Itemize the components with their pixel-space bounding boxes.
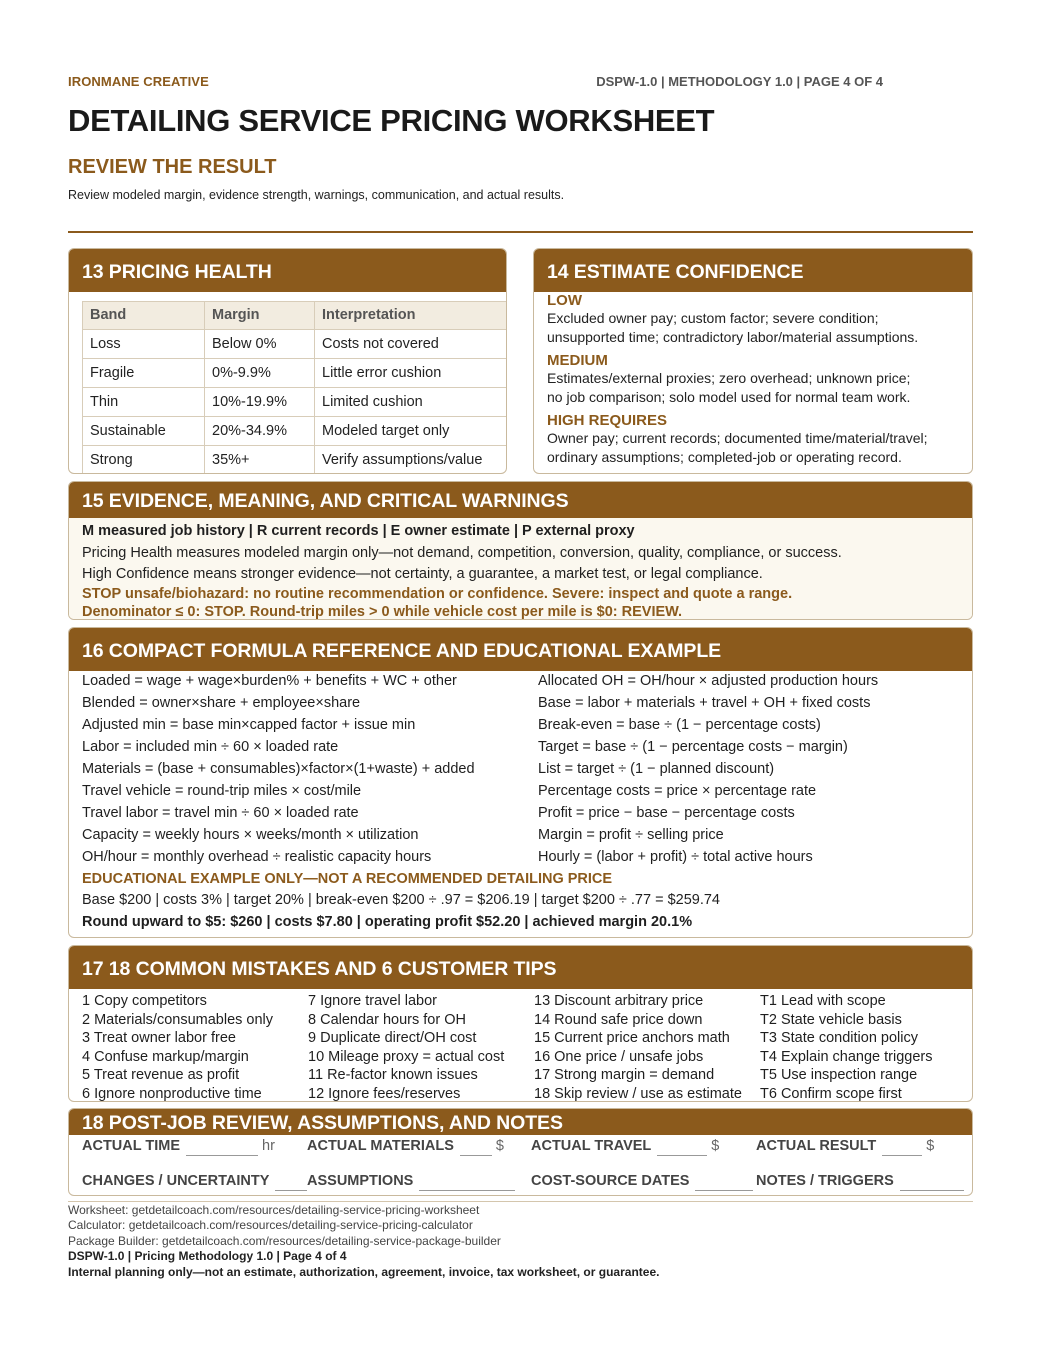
formula-line: Labor = included min ÷ 60 × loaded rate bbox=[82, 739, 339, 755]
example-calculation: Base $200 | costs 3% | target 20% | break-even $200 ÷ .97 = $206.19 | target $200 ÷ .77 = $259.74 bbox=[82, 892, 720, 908]
pricing-health-note: Pricing Health measures modeled margin only—not demand, competition, conversion, quality, compliance, or success. bbox=[82, 545, 842, 561]
list-item: T2 State vehicle basis bbox=[760, 1011, 902, 1028]
interpretation-cell: Costs not covered bbox=[315, 330, 507, 359]
table-header-row bbox=[83, 302, 507, 330]
actual-travel-currency: $ bbox=[711, 1138, 720, 1154]
stop-warning: STOP unsafe/biohazard: no routine recommendation or confidence. Severe: inspect and quote a range. bbox=[82, 586, 793, 602]
list-item: 9 Duplicate direct/OH cost bbox=[308, 1030, 477, 1047]
evidence-panel bbox=[68, 481, 973, 620]
interpretation-cell: Modeled target only bbox=[315, 417, 507, 446]
evidence-legend: M measured job history | R current records | E owner estimate | P external proxy bbox=[82, 523, 635, 539]
list-item: T1 Lead with scope bbox=[760, 993, 886, 1009]
document-title: DETAILING SERVICE PRICING WORKSHEET bbox=[68, 103, 715, 138]
table-row bbox=[83, 330, 507, 359]
actual-time-field[interactable] bbox=[186, 1142, 258, 1156]
formula-list-right bbox=[538, 671, 878, 869]
list-item: 14 Round safe price down bbox=[534, 1011, 703, 1028]
confidence-medium-line: no job comparison; solo model used for normal team work. bbox=[547, 389, 911, 405]
mistakes-column-2 bbox=[308, 992, 504, 1102]
package-builder-link[interactable]: Package Builder: getdetailcoach.com/resources/detailing-service-package-builder bbox=[68, 1233, 501, 1248]
denominator-warning: Denominator ≤ 0: STOP. Round-trip miles > 0 while vehicle cost per mile is $0: REVIEW. bbox=[82, 604, 683, 620]
confidence-level-medium: MEDIUM bbox=[547, 352, 608, 369]
confidence-note: High Confidence means stronger evidence—not certainty, a guarantee, a market test, or legal compliance. bbox=[82, 566, 763, 582]
confidence-level-high: HIGH REQUIRES bbox=[547, 412, 668, 429]
list-item: T4 Explain change triggers bbox=[760, 1048, 933, 1065]
mistakes-panel bbox=[68, 945, 973, 1102]
example-result: Round upward to $5: $260 | costs $7.80 | operating profit $52.20 | achieved margin 20.1% bbox=[82, 914, 693, 930]
confidence-medium-line: Estimates/external proxies; zero overhead; unknown price; bbox=[547, 370, 911, 386]
list-item: 13 Discount arbitrary price bbox=[534, 993, 704, 1009]
formula-line: Travel labor = travel min ÷ 60 × loaded rate bbox=[82, 805, 359, 821]
formula-line: Profit = price − base − percentage costs bbox=[538, 805, 795, 821]
cost-dates-field[interactable] bbox=[695, 1177, 753, 1191]
margin-cell: 20%-34.9% bbox=[205, 417, 315, 446]
list-item: 12 Ignore fees/reserves bbox=[308, 1085, 461, 1102]
formula-line: Adjusted min = base min×capped factor + issue min bbox=[82, 717, 416, 733]
confidence-high-line: ordinary assumptions; completed-job or operating record. bbox=[547, 449, 902, 465]
interpretation-cell: Verify assumptions/value bbox=[315, 446, 507, 475]
formula-line: List = target ÷ (1 − planned discount) bbox=[538, 761, 775, 777]
brand-name: IRONMANE CREATIVE bbox=[68, 74, 209, 89]
margin-cell: Below 0% bbox=[205, 330, 315, 359]
confidence-level-low: LOW bbox=[547, 292, 582, 309]
section-title: REVIEW THE RESULT bbox=[68, 156, 277, 178]
confidence-low-line: Excluded owner pay; custom factor; severe condition; bbox=[547, 310, 879, 326]
band-cell: Strong bbox=[83, 446, 205, 475]
actual-materials-label: ACTUAL MATERIALS bbox=[307, 1138, 454, 1154]
formula-line: Base = labor + materials + travel + OH + fixed costs bbox=[538, 695, 871, 711]
list-item: 16 One price / unsafe jobs bbox=[534, 1048, 704, 1065]
margin-cell: 10%-19.9% bbox=[205, 388, 315, 417]
table-row bbox=[83, 446, 507, 475]
formula-line: Blended = owner×share + employee×share bbox=[82, 695, 361, 711]
actual-time-unit: hr bbox=[262, 1138, 275, 1154]
list-item: 18 Skip review / use as estimate bbox=[534, 1085, 742, 1102]
column-header-band: Band bbox=[83, 302, 205, 330]
actual-materials-field[interactable] bbox=[460, 1142, 492, 1156]
list-item: 1 Copy competitors bbox=[82, 993, 207, 1009]
mistakes-column-1 bbox=[82, 992, 273, 1102]
list-item: T5 Use inspection range bbox=[760, 1067, 918, 1084]
confidence-low-line: unsupported time; contradictory labor/material assumptions. bbox=[547, 329, 919, 345]
formula-line: Allocated OH = OH/hour × adjusted production hours bbox=[538, 673, 879, 689]
list-item: 11 Re-factor known issues bbox=[308, 1067, 478, 1084]
list-item: 4 Confuse markup/margin bbox=[82, 1048, 249, 1065]
assumptions-label: ASSUMPTIONS bbox=[307, 1173, 414, 1189]
list-item: 15 Current price anchors math bbox=[534, 1030, 730, 1047]
formula-line: Break-even = base ÷ (1 − percentage costs) bbox=[538, 717, 821, 733]
pricing-health-panel bbox=[68, 248, 507, 474]
notes-label: NOTES / TRIGGERS bbox=[756, 1173, 894, 1189]
mistakes-heading: 17 18 COMMON MISTAKES AND 6 CUSTOMER TIPS bbox=[69, 946, 972, 989]
column-header-interpretation: Interpretation bbox=[315, 302, 507, 330]
changes-label: CHANGES / UNCERTAINTY bbox=[82, 1173, 270, 1189]
changes-field[interactable] bbox=[275, 1177, 307, 1191]
confidence-high-line: Owner pay; current records; documented time/material/travel; bbox=[547, 430, 928, 446]
actual-result-label: ACTUAL RESULT bbox=[756, 1138, 877, 1154]
actual-travel-field[interactable] bbox=[657, 1142, 707, 1156]
list-item: 6 Ignore nonproductive time bbox=[82, 1085, 262, 1102]
formula-line: Margin = profit ÷ selling price bbox=[538, 827, 724, 843]
list-item: T3 State condition policy bbox=[760, 1030, 918, 1047]
band-cell: Loss bbox=[83, 330, 205, 359]
list-item: 10 Mileage proxy = actual cost bbox=[308, 1048, 505, 1065]
table-row bbox=[83, 417, 507, 446]
formula-line: Target = base ÷ (1 − percentage costs − margin) bbox=[538, 739, 848, 755]
formula-line: Loaded = wage + wage×burden% + benefits + WC + other bbox=[82, 673, 457, 689]
page-footer bbox=[68, 1201, 973, 1280]
list-item: 3 Treat owner labor free bbox=[82, 1030, 236, 1047]
page-header bbox=[68, 74, 973, 90]
interpretation-cell: Limited cushion bbox=[315, 388, 507, 417]
column-header-margin: Margin bbox=[205, 302, 315, 330]
assumptions-field[interactable] bbox=[419, 1177, 515, 1191]
table-row bbox=[83, 359, 507, 388]
margin-cell: 0%-9.9% bbox=[205, 359, 315, 388]
table-row bbox=[83, 388, 507, 417]
formula-heading: 16 COMPACT FORMULA REFERENCE AND EDUCATIONAL EXAMPLE bbox=[69, 628, 972, 671]
header-divider bbox=[68, 231, 973, 233]
formula-line: Materials = (base + consumables)×factor×(1+waste) + added bbox=[82, 761, 475, 777]
list-item: T6 Confirm scope first bbox=[760, 1085, 902, 1102]
document-id: DSPW-1.0 | METHODOLOGY 1.0 | PAGE 4 OF 4 bbox=[596, 74, 883, 89]
margin-cell: 35%+ bbox=[205, 446, 315, 475]
band-cell: Sustainable bbox=[83, 417, 205, 446]
list-item: 17 Strong margin = demand bbox=[534, 1067, 715, 1084]
cost-dates-label: COST-SOURCE DATES bbox=[531, 1173, 690, 1189]
estimate-confidence-panel bbox=[533, 248, 973, 474]
band-cell: Fragile bbox=[83, 359, 205, 388]
actual-materials-currency: $ bbox=[495, 1138, 504, 1154]
section-subtitle: Review modeled margin, evidence strength, warnings, communication, and actual results. bbox=[68, 188, 565, 202]
actual-travel-label: ACTUAL TRAVEL bbox=[531, 1138, 652, 1154]
band-cell: Thin bbox=[83, 388, 205, 417]
worksheet-link[interactable]: Worksheet: getdetailcoach.com/resources/detailing-service-pricing-worksheet bbox=[68, 1203, 480, 1217]
actual-time-label: ACTUAL TIME bbox=[82, 1138, 181, 1154]
list-item: 2 Materials/consumables only bbox=[82, 1011, 274, 1028]
pricing-health-table bbox=[82, 301, 507, 474]
calculator-link[interactable]: Calculator: getdetailcoach.com/resources/detailing-service-pricing-calculator bbox=[68, 1218, 473, 1233]
estimate-confidence-heading: 14 ESTIMATE CONFIDENCE bbox=[534, 249, 972, 292]
list-item: 5 Treat revenue as profit bbox=[82, 1067, 240, 1084]
actual-result-field[interactable] bbox=[882, 1142, 922, 1156]
version-line: DSPW-1.0 | Pricing Methodology 1.0 | Page 4 of 4 bbox=[68, 1249, 347, 1264]
formula-list-left bbox=[82, 671, 475, 869]
formula-panel bbox=[68, 627, 973, 938]
formula-line: Capacity = weekly hours × weeks/month × utilization bbox=[82, 827, 419, 843]
mistakes-column-3 bbox=[534, 992, 742, 1102]
pricing-health-heading: 13 PRICING HEALTH bbox=[69, 249, 506, 292]
example-label: EDUCATIONAL EXAMPLE ONLY—NOT A RECOMMENDED DETAILING PRICE bbox=[82, 871, 613, 887]
actual-result-currency: $ bbox=[926, 1138, 935, 1154]
formula-line: Travel vehicle = round-trip miles × cost/mile bbox=[82, 783, 362, 799]
evidence-heading: 15 EVIDENCE, MEANING, AND CRITICAL WARNINGS bbox=[69, 482, 972, 518]
customer-tips-column bbox=[760, 992, 933, 1102]
notes-field[interactable] bbox=[900, 1177, 964, 1191]
list-item: 7 Ignore travel labor bbox=[308, 993, 437, 1009]
post-job-heading: 18 POST-JOB REVIEW, ASSUMPTIONS, AND NOTES bbox=[69, 1109, 972, 1135]
worksheet-page bbox=[68, 0, 973, 1347]
post-job-panel bbox=[68, 1108, 973, 1196]
formula-line: OH/hour = monthly overhead ÷ realistic capacity hours bbox=[82, 849, 432, 865]
formula-line: Hourly = (labor + profit) ÷ total active hours bbox=[538, 849, 813, 865]
interpretation-cell: Little error cushion bbox=[315, 359, 507, 388]
list-item: 8 Calendar hours for OH bbox=[308, 1011, 466, 1028]
formula-line: Percentage costs = price × percentage rate bbox=[538, 783, 817, 799]
disclaimer: Internal planning only—not an estimate, authorization, agreement, invoice, tax worksheet, or guarantee. bbox=[68, 1264, 660, 1279]
